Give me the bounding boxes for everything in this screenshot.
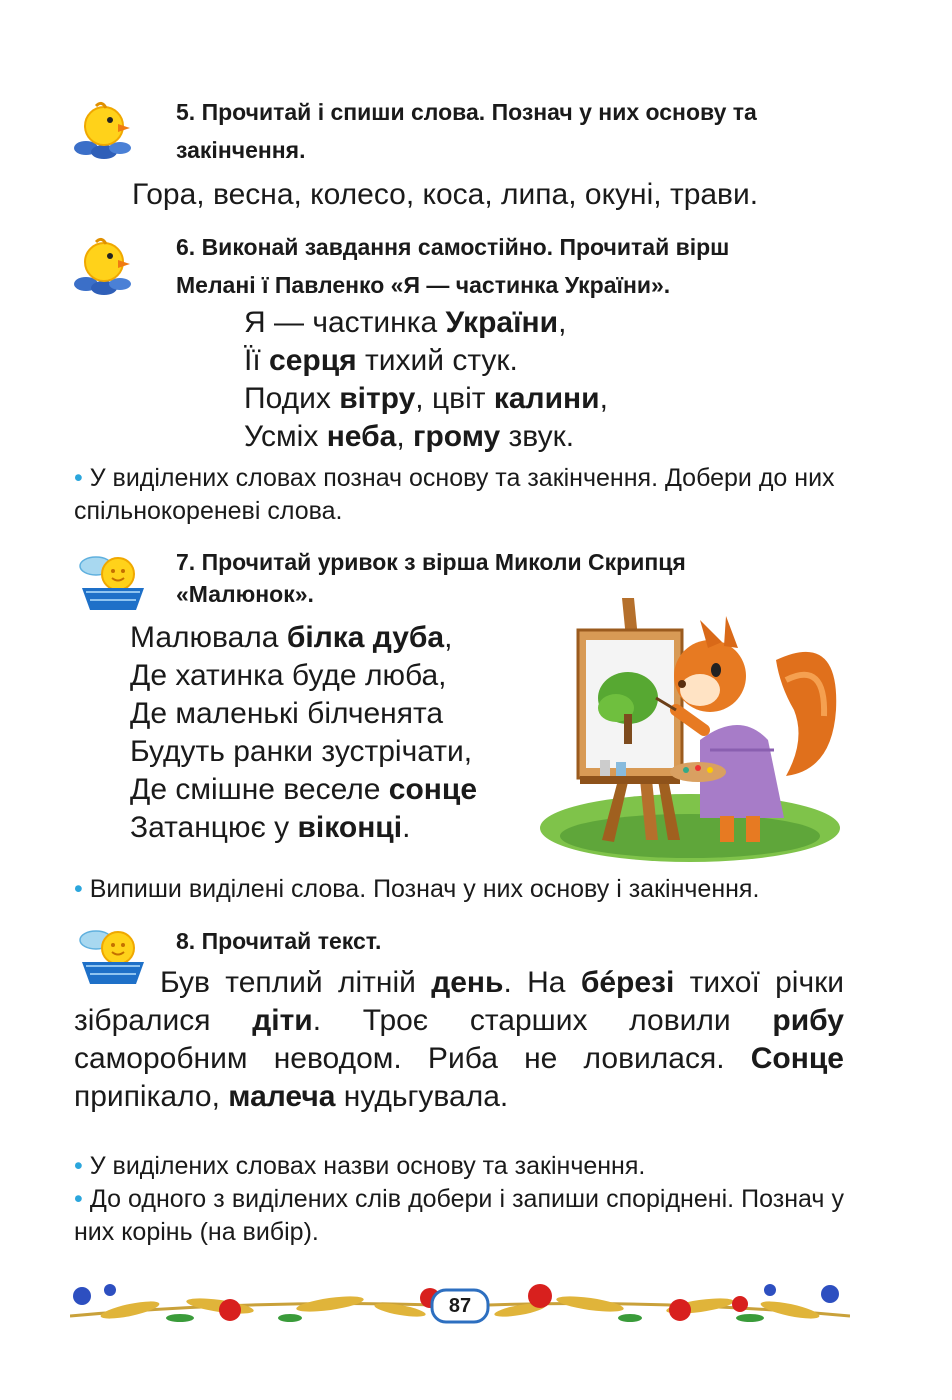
highlighted-word: неба — [326, 420, 397, 453]
bullet-marker: • — [74, 1152, 83, 1180]
highlighted-word: віконці — [297, 811, 403, 844]
poem-line: Я — частинка України, — [244, 306, 567, 339]
task-6-title-line-2: Мелані ї Павленко «Я — частинка України». — [176, 272, 671, 298]
task-8-title: 8. Прочитай текст. — [176, 928, 382, 954]
task-8-instruction-2: • До одного з виділених слів добери і запиши споріднені. Познач у них корінь (на вибір). — [74, 1185, 844, 1246]
page-number: 87 — [448, 1295, 472, 1317]
highlighted-word: діти — [252, 1004, 313, 1037]
highlighted-word: серця — [269, 344, 357, 377]
highlighted-word: білка дуба — [286, 621, 445, 654]
task-7-poem — [130, 619, 477, 847]
task-6-poem — [244, 304, 608, 456]
highlighted-word: сонце — [388, 773, 478, 806]
poem-line: Де маленькі білченята — [130, 697, 444, 730]
bullet-marker: • — [74, 1185, 83, 1213]
poem-line: Її серця тихий стук. — [244, 344, 518, 377]
squirrel-painting-easel-illustration — [540, 590, 846, 862]
highlighted-word: вітру — [339, 382, 416, 415]
bullet-marker: • — [74, 464, 83, 492]
poem-line: Будуть ранки зустрічати, — [130, 735, 473, 768]
poem-line: Усміх неба, грому звук. — [244, 420, 575, 453]
highlighted-word: малеча — [228, 1080, 336, 1113]
duck-on-flowers-icon — [72, 98, 134, 165]
highlighted-word: України — [445, 306, 559, 339]
task-5-title: 5. Прочитай і спиши слова. Познач у них основу та закінчення. — [176, 99, 757, 163]
highlighted-word: калини — [493, 382, 600, 415]
task-6-title — [176, 228, 866, 304]
task-7-title-line-2: «Малюнок». — [176, 581, 314, 607]
task-8-instruction-1: • У виділених словах назви основу та закінчення. — [74, 1152, 646, 1180]
highlighted-word: день — [431, 966, 504, 999]
poem-line: Де хатинка буде люба, — [130, 659, 447, 692]
poem-line: Де смішне веселе сонце — [130, 773, 478, 806]
sun-cloud-basket-icon — [72, 552, 148, 619]
highlighted-word: рибу — [772, 1004, 844, 1037]
task-5-word-list: Гора, весна, колесо, коса, липа, окуні, трави. — [132, 178, 759, 211]
task-6-title-line-1: 6. Виконай завдання самостійно. Прочитай вірш — [176, 234, 730, 260]
poem-line: Подих вітру, цвіт калини, — [244, 382, 608, 415]
poem-line: Затанцює у віконці. — [130, 811, 411, 844]
task-6-instruction: • У виділених словах познач основу та закінчення. Добери до них спільнокореневі слова. — [74, 464, 835, 525]
bullet-marker: • — [74, 875, 83, 903]
highlighted-word: грому — [412, 420, 501, 453]
task-7-title-line-1: 7. Прочитай уривок з вірша Миколи Скрипця — [176, 549, 686, 575]
floral-footer-ornament — [70, 1276, 850, 1334]
highlighted-word: бéрезі — [580, 966, 675, 999]
highlighted-word: Сонце — [750, 1042, 844, 1075]
poem-line: Малювала білка дуба, — [130, 621, 453, 654]
task-7-instruction: • Випиши виділені слова. Познач у них основу і закінчення. — [74, 875, 760, 903]
duck-on-flowers-icon — [72, 234, 134, 301]
task-8-text: Був теплий літній день. На бéрезі тихої річки зібралися діти. Троє старших ловили рибу саморобним неводом. Риба не ловилася. Сонце припікало, малеча нудьгувала. — [74, 966, 844, 1113]
